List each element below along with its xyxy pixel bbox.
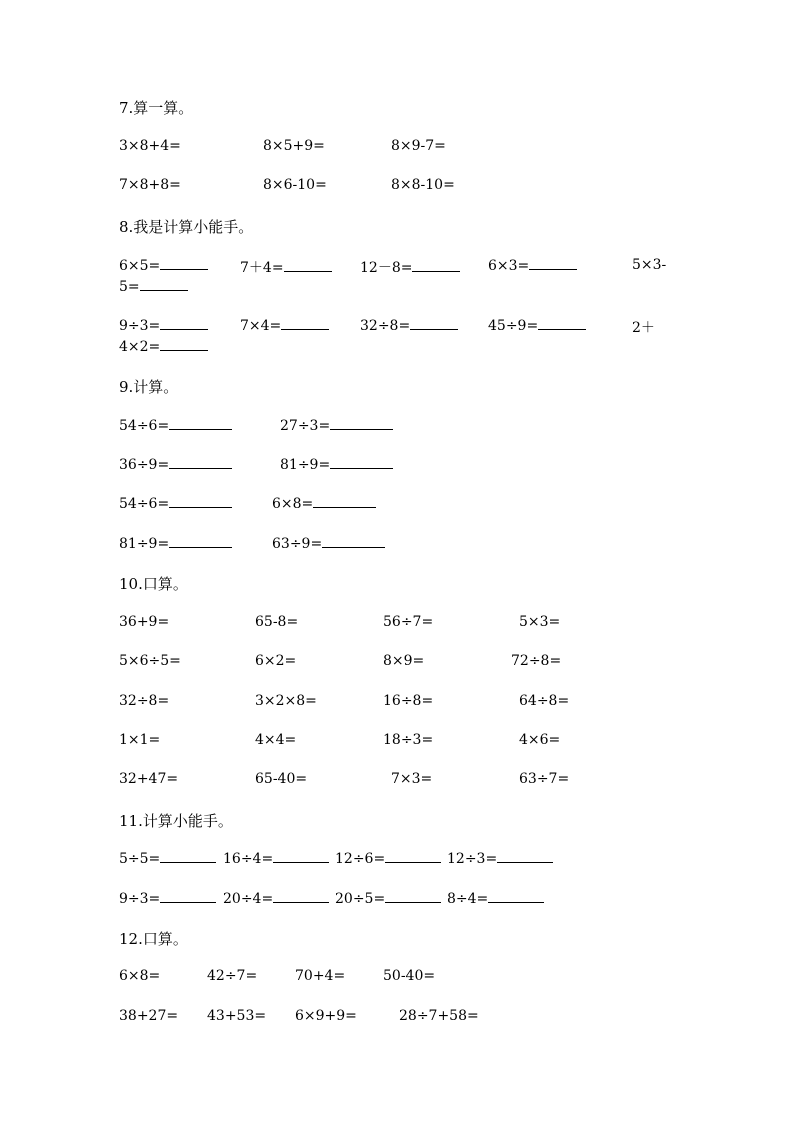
answer-blank[interactable]: [273, 890, 329, 903]
answer-blank[interactable]: [538, 317, 586, 330]
problem: 8×9=: [383, 653, 425, 669]
problem: 6×2=: [255, 653, 297, 669]
problem-text: 12－8=: [360, 260, 413, 276]
problem: [280, 417, 393, 434]
problem: [335, 850, 441, 867]
problem: 3×2×8=: [255, 693, 317, 709]
problem: 4×4=: [255, 732, 297, 748]
answer-blank[interactable]: [412, 259, 460, 272]
problem: [360, 257, 460, 277]
answer-blank[interactable]: [169, 535, 232, 548]
answer-blank[interactable]: [385, 890, 441, 903]
problem: 5×3=: [519, 614, 561, 630]
problem: [119, 535, 232, 552]
problem-text: 12÷3=: [447, 851, 498, 867]
problem: 65-8=: [255, 614, 299, 630]
answer-blank[interactable]: [497, 850, 553, 863]
answer-blank[interactable]: [313, 495, 376, 508]
answer-blank[interactable]: [169, 456, 232, 469]
problem: 42÷7=: [207, 968, 258, 984]
answer-blank[interactable]: [410, 317, 458, 330]
problem: 32÷8=: [119, 693, 170, 709]
answer-blank[interactable]: [160, 317, 208, 330]
problem-text: 12÷6=: [335, 851, 386, 867]
problem-text: 4×2=: [119, 339, 161, 355]
problem-text: 7×4=: [240, 318, 282, 334]
problem: [272, 495, 376, 512]
problem: [119, 338, 208, 355]
problem: 38+27=: [119, 1008, 179, 1024]
problem: [360, 317, 458, 334]
answer-blank[interactable]: [281, 317, 329, 330]
problem-text: 81÷9=: [119, 536, 170, 552]
answer-blank[interactable]: [385, 850, 441, 863]
answer-blank[interactable]: [169, 495, 232, 508]
problem: 28÷7+58=: [399, 1008, 479, 1024]
q12-title: 12.口算。: [119, 930, 188, 948]
problem-text: 5÷5=: [119, 851, 161, 867]
answer-blank[interactable]: [529, 257, 577, 270]
problem-text: 6×8=: [272, 496, 314, 512]
answer-blank[interactable]: [488, 890, 544, 903]
problem: [119, 257, 208, 274]
problem: [240, 257, 332, 277]
problem: [272, 535, 385, 552]
problem: 56÷7=: [383, 614, 434, 630]
problem: 6×8=: [119, 968, 161, 984]
problem-text: 6×3=: [488, 258, 530, 274]
q9-title: 9.计算。: [119, 378, 179, 396]
problem: 64÷8=: [519, 693, 570, 709]
problem: 36+9=: [119, 614, 170, 630]
problem: 65-40=: [255, 771, 308, 787]
q8-title: 8.我是计算小能手。: [119, 218, 254, 236]
problem-text: 16÷4=: [223, 851, 274, 867]
problem: [280, 456, 393, 473]
q7-title: 7.算一算。: [119, 99, 194, 117]
answer-blank[interactable]: [160, 338, 208, 351]
problem: 43+53=: [207, 1008, 267, 1024]
problem: [223, 890, 329, 907]
problem: 7×8+8=: [119, 177, 181, 193]
answer-blank[interactable]: [160, 257, 208, 270]
problem: [119, 317, 208, 334]
problem: [488, 317, 586, 334]
problem: [119, 278, 188, 295]
problem: 50-40=: [383, 968, 436, 984]
answer-blank[interactable]: [160, 890, 216, 903]
answer-blank[interactable]: [330, 456, 393, 469]
problem: 3×8+4=: [119, 138, 181, 154]
problem: [447, 890, 544, 907]
problem-text: 20÷5=: [335, 891, 386, 907]
problem-text: 9÷3=: [119, 318, 161, 334]
problem: 32+47=: [119, 771, 179, 787]
answer-blank[interactable]: [284, 259, 332, 272]
problem: 6×9+9=: [295, 1008, 357, 1024]
problem: [447, 850, 553, 867]
problem: 8×5+9=: [263, 138, 325, 154]
problem: 18÷3=: [383, 732, 434, 748]
problem-text: 8÷4=: [447, 891, 489, 907]
problem-text: 45÷9=: [488, 318, 539, 334]
problem-text: 9÷3=: [119, 891, 161, 907]
problem-text: 54÷6=: [119, 496, 170, 512]
problem: 63÷7=: [519, 771, 570, 787]
answer-blank[interactable]: [273, 850, 329, 863]
problem: [119, 495, 232, 512]
problem: [119, 456, 232, 473]
problem: 5×6÷5=: [119, 653, 181, 669]
problem-text: 5=: [119, 279, 140, 295]
problem: 8×8-10=: [391, 177, 455, 193]
problem: [119, 890, 216, 907]
problem: 70+4=: [295, 968, 346, 984]
problem: 8×6-10=: [263, 177, 327, 193]
answer-blank[interactable]: [160, 850, 216, 863]
problem-text: 32÷8=: [360, 318, 411, 334]
answer-blank[interactable]: [169, 417, 232, 430]
problem-text: 20÷4=: [223, 891, 274, 907]
problem: [223, 850, 329, 867]
problem-text: 36÷9=: [119, 457, 170, 473]
problem-text: 2＋: [632, 320, 655, 336]
problem: [119, 417, 232, 434]
problem-text: 54÷6=: [119, 418, 170, 434]
problem-text: 27÷3=: [280, 418, 331, 434]
problem: 16÷8=: [383, 693, 434, 709]
problem: 7×3=: [391, 771, 433, 787]
problem: [119, 850, 216, 867]
problem: 8×9-7=: [391, 138, 446, 154]
problem: [240, 317, 329, 334]
problem: [335, 890, 441, 907]
answer-blank[interactable]: [330, 417, 393, 430]
problem-text: 5×3-: [632, 257, 667, 273]
problem-text: 7＋4=: [240, 260, 284, 276]
q10-title: 10.口算。: [119, 575, 188, 593]
q11-title: 11.计算小能手。: [119, 812, 233, 830]
answer-blank[interactable]: [322, 535, 385, 548]
problem: 72÷8=: [511, 653, 562, 669]
problem-text: 63÷9=: [272, 536, 323, 552]
problem-text: 6×5=: [119, 258, 161, 274]
answer-blank[interactable]: [140, 278, 188, 291]
problem-text: 81÷9=: [280, 457, 331, 473]
problem: 4×6=: [519, 732, 561, 748]
problem: 1×1=: [119, 732, 161, 748]
problem: [488, 257, 577, 274]
